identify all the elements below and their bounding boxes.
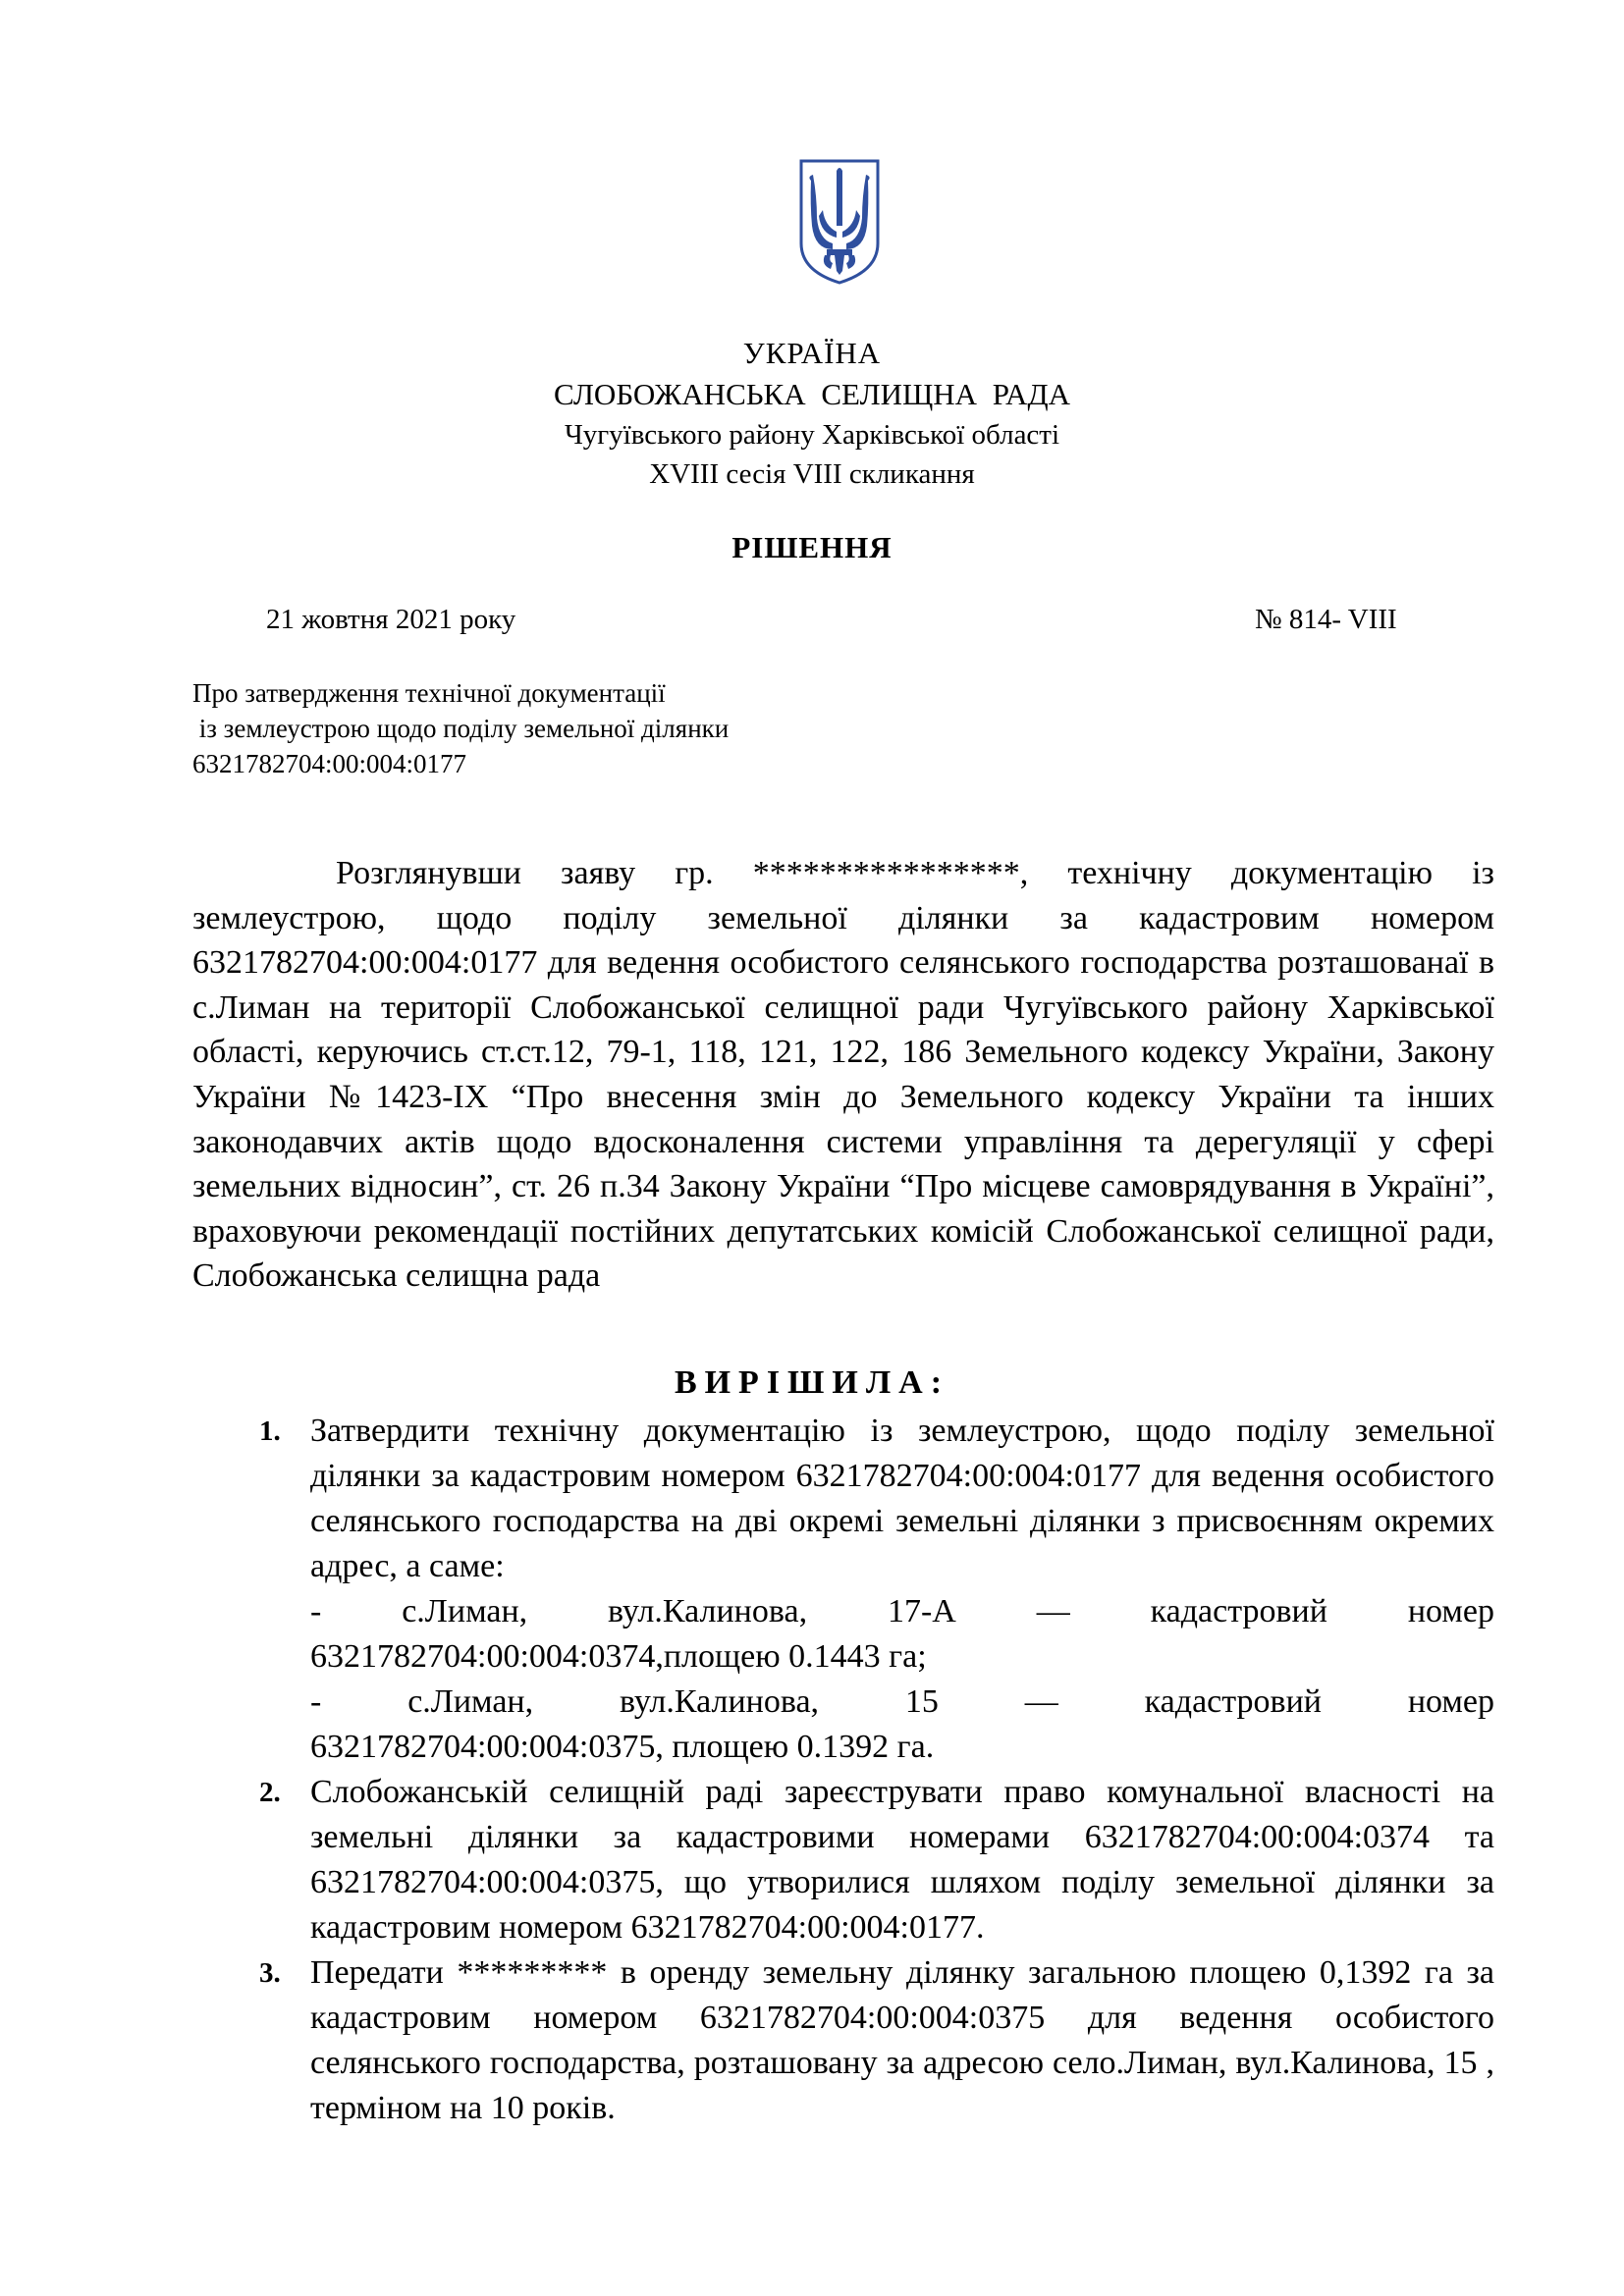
item-number: 3. [259,1957,281,1989]
cadastral-label: кадастровий [1150,1593,1327,1629]
number-label: номер [1407,1593,1494,1629]
item-text: Передати ********* в оренду земельну ділянку загальною площею 0,1392 га за кадастровим номером 6321782704:00:004:0375 для ведення особистого селянського господарства, розташовану за адресою село.Лиман, вул.Калинова, 15 , терміном на 10 років. [310,1954,1494,2126]
session-line: XVIII сесія VIII скликання [649,458,975,490]
house-number: 17-А [887,1593,956,1629]
item-number: 2. [259,1777,281,1808]
decision-items [259,1409,1494,2131]
item-text: Затвердити технічну документацію із землеустрою, щодо поділу земельної ділянки за кадастровим номером 6321782704:00:004:0177 для ведення особистого селянського господарства на дві окремі земельні ділянки з присвоєнням окремих адрес, а саме: [310,1413,1494,1584]
decision-number: № 814- VIII [1255,604,1397,635]
trident-emblem-icon [797,157,882,287]
em-dash: — [1024,1683,1058,1720]
decision-date: 21 жовтня 2021 року [266,604,516,635]
council-name: СЛОБОЖАНСЬКА СЕЛИЩНА РАДА [554,377,1070,411]
village: с.Лиман, [407,1683,534,1720]
decision-item [259,1770,1494,1950]
item-text: Слобожанській селищній раді зареєструвати право комунальної власності на земельні ділянки за кадастровими номерами 6321782704:00:004:0374 та 6321782704:00:004:0375, що утворилися шляхом поділу земельної ділянки за кадастровим номером 6321782704:00:004:0177. [310,1774,1494,1946]
dash: - [310,1683,322,1720]
resolved-heading: ВИРІШИЛА: [674,1364,950,1401]
house-number: 15 [904,1683,939,1720]
preamble-text: Розглянувши заяву гр. ****************, технічну документацію із землеустрою, щодо поділу земельної ділянки за кадастровим номером 6321782704:00:004:0177 для ведення особистого селянського господарства розташованаї в с.Лиман на території Слобожанської селищної ради Чугуївського району Харківської області, керуючись ст.ст.12, 79-1, 118, 121, 122, 186 Земельного кодексу України, Закону України №1423-IX “Про внесення змін до Земельного кодексу України та інших законодавчих актів щодо вдосконалення системи управління та дерегуляції у сфері земельних відносин”, ст. 26 п.34 Закону України “Про місцеве самоврядування в Україні”, враховуючи рекомендації постійних депутатських комісій Слобожанської селищної ради, Слобожанська селищна рада [192,855,1494,1295]
parcel-row [310,1589,1494,1634]
subject-line: Про затвердження технічної документації [192,678,666,708]
dash: - [310,1593,322,1629]
subject-block [192,675,729,781]
item-number: 1. [259,1415,281,1447]
em-dash: — [1036,1593,1070,1629]
village: с.Лиман, [402,1593,528,1629]
region-line: Чугуївського району Харківської області [564,419,1060,451]
parcel-cadastral: 6321782704:00:004:0375, площею 0.1392 га. [310,1729,935,1765]
subject-line: 6321782704:00:004:0177 [192,749,467,778]
parcel-cadastral: 6321782704:00:004:0374,площею 0.1443 га; [310,1638,927,1675]
decision-item [259,1950,1494,2131]
preamble-paragraph [192,851,1494,1299]
subject-line: із землеустрою щодо поділу земельної ділянки [192,714,730,743]
document-title: РІШЕННЯ [731,530,893,564]
country-name: УКРАЇНА [742,336,882,370]
street: вул.Калинова, [620,1683,820,1720]
parcel-row [310,1680,1494,1725]
decision-item [259,1409,1494,1770]
cadastral-label: кадастровий [1144,1683,1322,1720]
street: вул.Калинова, [608,1593,808,1629]
number-label: номер [1407,1683,1494,1720]
